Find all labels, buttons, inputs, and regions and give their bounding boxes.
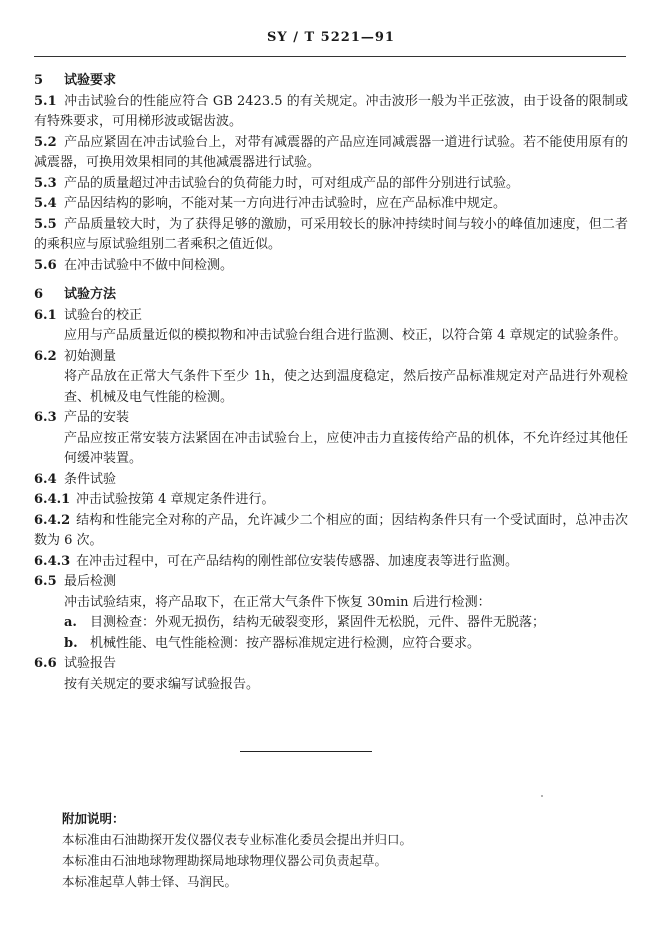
document-body (34, 70, 628, 695)
clause-text: 产品应紧固在冲击试验台上，对带有减震器的产品应连同减震器一道进行试验。若不能使用原有的减震器，可换用效果相同的其他减震器进行试验。 (34, 134, 628, 170)
header-divider (34, 56, 626, 57)
clause-number: 6.6 (34, 656, 57, 671)
clause-5-2 (34, 133, 628, 174)
list-item (34, 613, 628, 634)
clause-number: 6.4.3 (34, 553, 71, 569)
clause-5-3 (34, 174, 628, 195)
clause-number: 5.5 (34, 216, 57, 232)
clause-text: 产品质量较大时，为了获得足够的激励，可采用较长的脉冲持续时间与较小的峰值加速度，但二者的乘积应与原试验组别二者乘积之值近似。 (34, 216, 628, 252)
clause-5-5 (34, 215, 628, 256)
clause-5-4 (34, 194, 628, 215)
list-item (34, 634, 628, 655)
clause-6-1-heading (34, 306, 628, 327)
additional-notes (62, 808, 628, 892)
clause-text: 在冲击过程中，可在产品结构的刚性部位安装传感器、加速度表等进行监测。 (76, 553, 519, 569)
clause-title: 试验报告 (64, 656, 117, 671)
clause-text: 产品的质量超过冲击试验台的负荷能力时，可对组成产品的部件分别进行试验。 (64, 175, 520, 191)
clause-text: 在冲击试验中不做中间检测。 (64, 257, 234, 273)
clause-6-3-heading (34, 408, 628, 429)
clause-6-2-heading (34, 347, 628, 368)
clause-text: 结构和性能完全对称的产品，允许减少二个相应的面；因结构条件只有一个受试面时，总冲击次数为 6 次。 (34, 512, 628, 548)
end-of-text-rule (240, 751, 372, 752)
clause-6-4-3 (34, 552, 628, 573)
notes-line: 本标准由石油地球物理勘探局地球物理仪器公司负责起草。 (62, 853, 388, 868)
clause-number: 6.4.2 (34, 512, 71, 528)
clause-number: 6.3 (34, 410, 57, 425)
clause-title: 试验台的校正 (64, 307, 143, 323)
clause-text: 产品因结构的影响，不能对某一方向进行冲击试验时，应在产品标准中规定。 (64, 196, 507, 211)
list-item-text: 目测检查：外观无损伤，结构无破裂变形，紧固件无松脱，元件、器件无脱落； (90, 615, 546, 630)
clause-title: 最后检测 (64, 574, 117, 589)
notes-line: 本标准起草人韩士铎、马润民。 (62, 874, 238, 889)
clause-text: 冲击试验按第 4 章规定条件进行。 (76, 492, 275, 507)
clause-6-5-body: 冲击试验结束，将产品取下，在正常大气条件下恢复 30min 后进行检测： (64, 594, 491, 610)
clause-6-5-heading (34, 572, 628, 593)
clause-6-4-heading (34, 470, 628, 491)
clause-number: 5.3 (34, 175, 57, 191)
clause-title: 条件试验 (64, 471, 117, 487)
standard-code-header: SY / T 5221—91 (267, 30, 395, 45)
clause-number: 6.4 (34, 471, 57, 487)
section-title: 试验方法 (64, 287, 117, 302)
clause-6-6-heading (34, 654, 628, 675)
clause-title: 产品的安装 (64, 410, 130, 425)
clause-text: 冲击试验台的性能应符合 GB 2423.5 的有关规定。冲击波形一般为半正弦波，由于设备的限制或有特殊要求，可用梯形波或锯齿波。 (34, 93, 628, 129)
notes-title: 附加说明： (62, 811, 125, 826)
clause-6-4-2 (34, 511, 628, 552)
list-marker: a. (64, 615, 77, 630)
scan-speck (541, 795, 543, 797)
clause-number: 5.2 (34, 134, 57, 150)
clause-6-4-1 (34, 490, 628, 511)
section-number: 6 (34, 287, 44, 302)
clause-number: 5.4 (34, 196, 57, 211)
list-item-text: 机械性能、电气性能检测：按产器标准规定进行检测，应符合要求。 (90, 635, 481, 651)
section-6-heading (34, 285, 628, 306)
clause-number: 6.2 (34, 348, 57, 364)
clause-number: 6.5 (34, 574, 57, 589)
clause-6-6-body: 按有关规定的要求编写试验报告。 (64, 676, 260, 692)
clause-title: 初始测量 (64, 348, 117, 364)
clause-6-1-body: 应用与产品质量近似的模拟物和冲击试验台组合进行监测、校正，以符合第 4 章规定的试验条件。 (64, 328, 627, 343)
clause-5-1 (34, 92, 628, 133)
clause-5-6 (34, 256, 628, 277)
clause-number: 5.1 (34, 93, 57, 109)
section-title: 试验要求 (64, 73, 117, 88)
clause-number: 6.1 (34, 307, 57, 323)
section-5-heading (34, 71, 628, 92)
clause-6-3-body: 产品应按正常安装方法紧固在冲击试验台上，应使冲击力直接传给产品的机体，不允许经过其他任何缓冲装置。 (64, 430, 628, 466)
list-marker: b. (64, 635, 78, 651)
clause-number: 5.6 (34, 257, 57, 273)
clause-number: 6.4.1 (34, 492, 71, 507)
section-number: 5 (34, 73, 44, 88)
notes-line: 本标准由石油勘探开发仪器仪表专业标准化委员会提出并归口。 (62, 832, 413, 847)
clause-6-2-body: 将产品放在正常大气条件下至少 1h，使之达到温度稳定，然后按产品标准规定对产品进行外观检查、机械及电气性能的检测。 (64, 369, 628, 405)
